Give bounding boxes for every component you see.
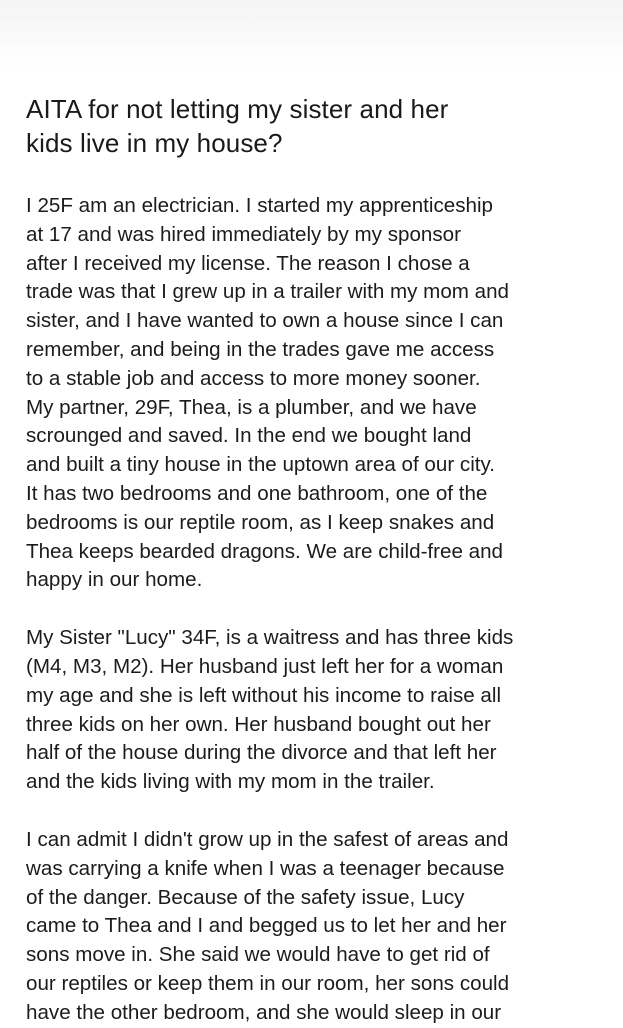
post-body — [26, 192, 606, 1028]
post-title: AITA for not letting my sister and her kids live in my house? — [26, 94, 449, 158]
post-paragraph-2: My Sister "Lucy" 34F, is a waitress and has three kids (M4, M3, M2). Her husband just left her for a woman my age and she is left without his income to raise all three kids on her own. Her husband bought out her half of the house during the divorce and that left her and the kids living with my mom in the trailer. — [26, 626, 514, 794]
top-fade — [0, 0, 623, 70]
post-paragraph-1: I 25F am an electrician. I started my apprenticeship at 17 and was hired immediately by my sponsor after I received my license. The reason I chose a trade was that I grew up in a trailer with my mom and sister, and I have wanted to own a house since I can remember, and being in the trades gave me access to a stable job and access to more money sooner. My partner, 29F, Thea, is a plumber, and we have scrounged and saved. In the end we bought land and built a tiny house in the uptown area of our city. It has two bedrooms and one bathroom, one of the bedrooms is our reptile room, as I keep snakes and Thea keeps bearded dragons. We are child-free and happy in our home. — [26, 194, 510, 592]
post-container — [26, 92, 606, 1028]
post-paragraph-3: I can admit I didn't grow up in the safest of areas and was carrying a knife when I was a teenager because of the danger. Because of the safety issue, Lucy came to Thea and I and begged us to let her and her sons move in. She said we would have to get rid of our reptiles or keep them in our room, her sons could have the other bedroom, and she would sleep in our — [26, 827, 510, 1024]
